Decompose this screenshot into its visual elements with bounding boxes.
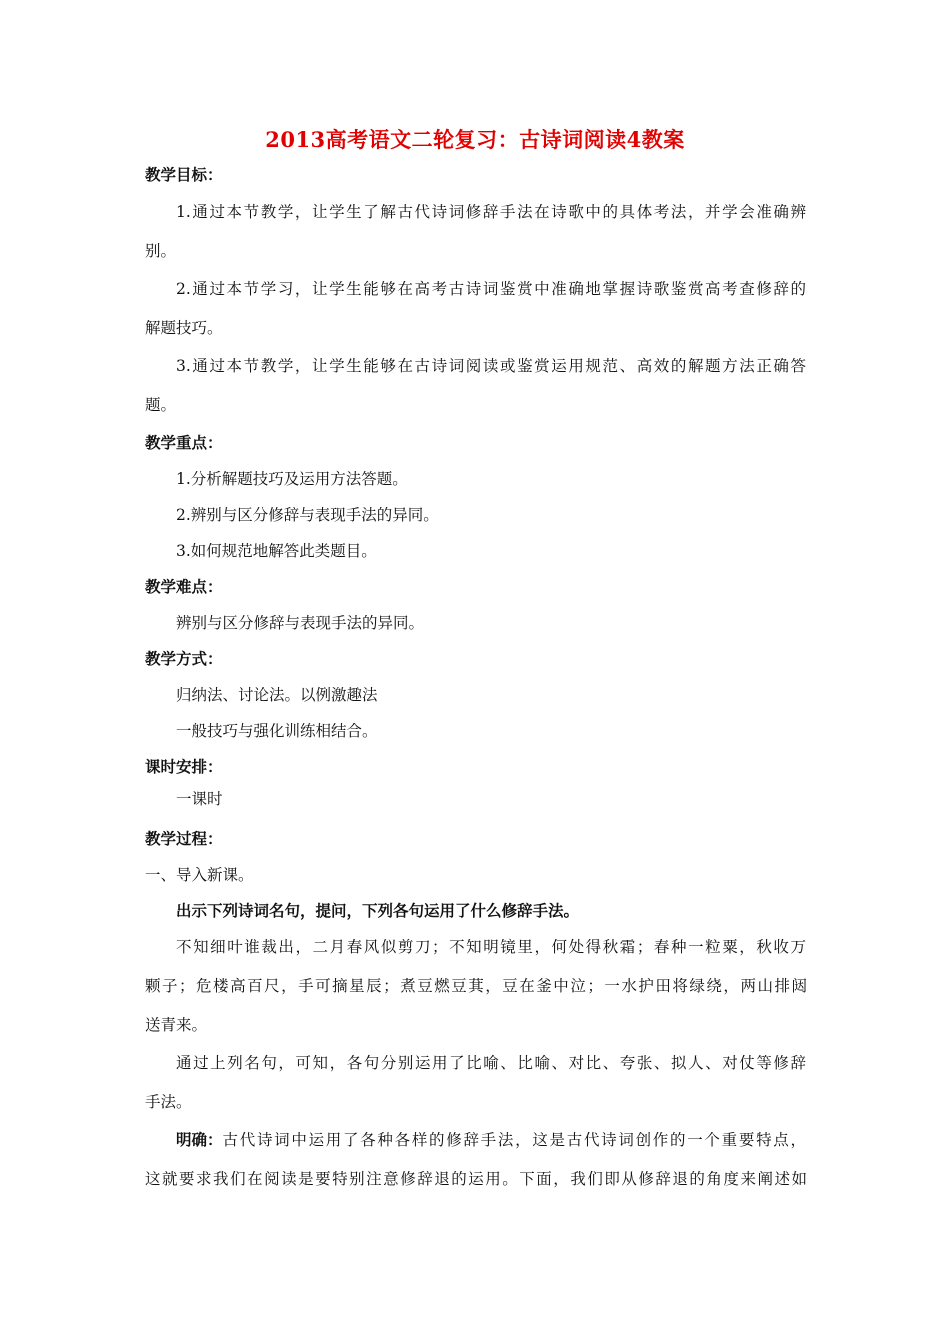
document-title: 2013高考语文二轮复习：古诗词阅读4教案	[265, 127, 685, 152]
goal-line-4: 解题技巧。	[145, 319, 223, 337]
goals-heading: 教学目标：	[145, 165, 223, 184]
key-point-3: 3.如何规范地解答此类题目。	[176, 542, 377, 560]
process-heading: 教学过程：	[145, 829, 223, 848]
example-line-2: 颗子；危楼高百尺，手可摘星辰；煮豆燃豆萁，豆在釜中泣；一水护田将绿绕，两山排闼	[145, 977, 807, 995]
difficulties-heading: 教学难点：	[145, 577, 223, 596]
key-point-1: 1.分析解题技巧及运用方法答题。	[176, 470, 408, 488]
goal-line-6: 题。	[145, 396, 177, 414]
clarify-line-2: 这就要求我们在阅读是要特别注意修辞退的运用。下面，我们即从修辞退的角度来阐述如	[145, 1170, 807, 1188]
schedule-1: 一课时	[176, 790, 223, 808]
key-point-2: 2.辨别与区分修辞与表现手法的异同。	[176, 506, 439, 524]
example-line-3: 送青来。	[145, 1016, 208, 1034]
methods-heading: 教学方式：	[145, 649, 223, 668]
difficulty-1: 辨别与区分修辞与表现手法的异同。	[176, 614, 425, 632]
clarify-label: 明确：	[176, 1130, 223, 1149]
summary-line-2: 手法。	[145, 1093, 192, 1111]
goal-line-3: 2.通过本节学习，让学生能够在高考古诗词鉴赏中准确地掌握诗歌鉴赏高考查修辞的	[176, 280, 806, 298]
example-line-1: 不知细叶谁裁出，二月春风似剪刀；不知明镜里，何处得秋霜；春种一粒粟，秋收万	[176, 938, 806, 956]
schedule-heading: 课时安排：	[145, 757, 223, 776]
goal-line-1: 1.通过本节教学，让学生了解古代诗词修辞手法在诗歌中的具体考法，并学会准确辨	[176, 203, 806, 221]
clarify-text-1: 古代诗词中运用了各种各样的修辞手法，这是古代诗词创作的一个重要特点，	[222, 1131, 806, 1149]
goal-line-2: 别。	[145, 242, 177, 260]
method-1: 归纳法、讨论法。以例激趣法	[176, 686, 378, 704]
method-2: 一般技巧与强化训练相结合。	[176, 722, 378, 740]
process-prompt: 出示下列诗词名句，提问，下列各句运用了什么修辞手法。	[176, 901, 580, 920]
summary-line-1: 通过上列名句，可知，各句分别运用了比喻、比喻、对比、夸张、拟人、对仗等修辞	[176, 1054, 806, 1072]
key-points-heading: 教学重点：	[145, 433, 223, 452]
process-step-1: 一、导入新课。	[145, 866, 254, 884]
clarify-line-1	[176, 1128, 806, 1150]
goal-line-5: 3.通过本节教学，让学生能够在古诗词阅读或鉴赏运用规范、高效的解题方法正确答	[176, 357, 806, 375]
